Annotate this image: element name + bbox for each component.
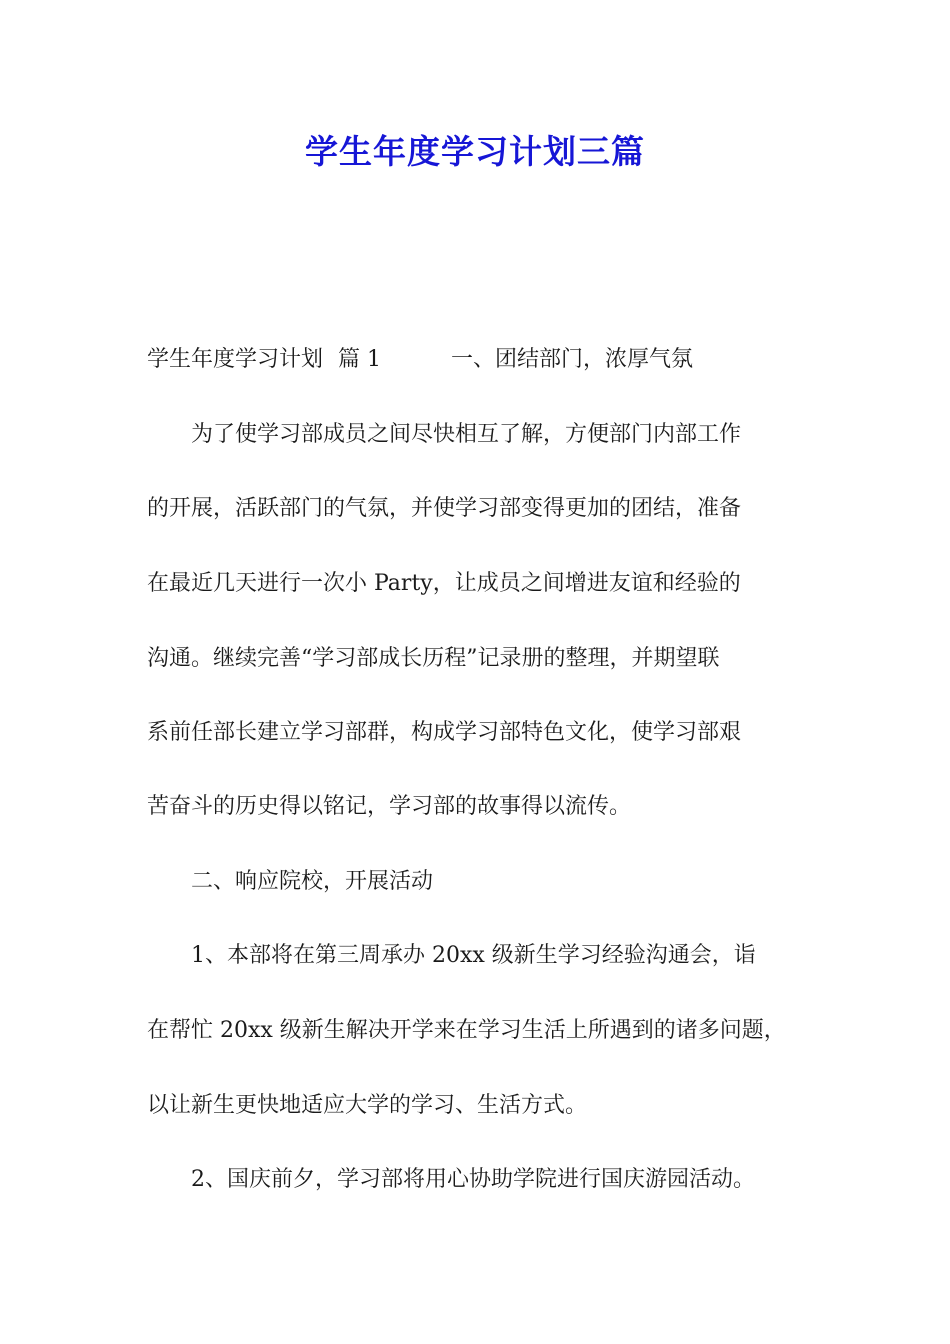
paragraph-line: 苦奋斗的历史得以铭记，学习部的故事得以流传。 <box>147 794 632 819</box>
paragraph-line: 的开展，活跃部门的气氛，并使学习部变得更加的团结，准备 <box>147 496 742 521</box>
heading-label: 学生年度学习计划 <box>147 347 324 372</box>
paragraph-line: 在帮忙 20xx 级新生解决开学来在学习生活上所遇到的诸多问题， <box>147 1018 786 1043</box>
paragraph-line: 系前任部长建立学习部群，构成学习部特色文化，使学习部艰 <box>147 720 742 745</box>
heading-section: 一、团结部门，浓厚气氛 <box>451 347 694 372</box>
paragraph-line: 沟通。继续完善“学习部成长历程”记录册的整理，并期望联 <box>147 646 720 671</box>
paragraph-line: 2、国庆前夕，学习部将用心协助学院进行国庆游园活动。 <box>191 1167 755 1192</box>
section-heading-line <box>147 345 693 375</box>
paragraph-line: 在最近几天进行一次小 Party，让成员之间增进友谊和经验的 <box>147 571 741 596</box>
paragraph-line: 为了使学习部成员之间尽快相互了解，方便部门内部工作 <box>191 422 742 447</box>
heading-part: 篇 1 <box>338 347 382 372</box>
paragraph-line: 以让新生更快地适应大学的学习、生活方式。 <box>147 1093 588 1118</box>
document-title: 学生年度学习计划三篇 <box>305 132 645 171</box>
subheading-line: 二、响应院校，开展活动 <box>191 869 434 894</box>
paragraph-line: 1、本部将在第三周承办 20xx 级新生学习经验沟通会，诣 <box>191 943 756 968</box>
